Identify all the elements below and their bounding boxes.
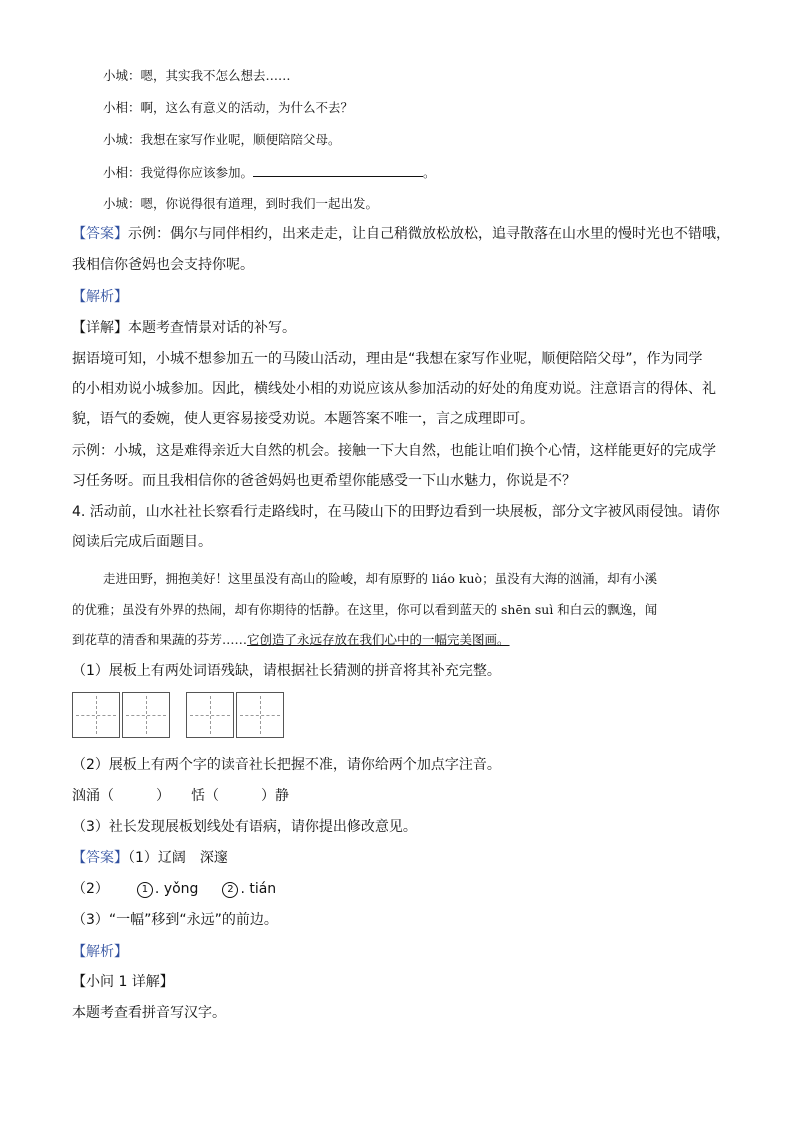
analysis-2-text: 本题考查看拼音写汉字。 [72, 1005, 226, 1021]
answer-2-line-2 [72, 879, 276, 899]
dialogue-line-3: 小城：我想在家写作业呢，顺便陪陪父母。 [103, 132, 341, 147]
grid-cell[interactable] [236, 692, 284, 738]
answer-2-line-3: （3）“一幅”移到“永远”的前边。 [72, 912, 278, 928]
grid-cell[interactable] [122, 692, 170, 738]
answer-blank [253, 162, 423, 177]
writing-grid-2 [186, 692, 284, 738]
analysis-2-sub: 【小问 1 详解】 [72, 974, 174, 990]
answer-2-part-1: （1）辽阔 深邃 [128, 850, 228, 866]
analysis-2-tag: 【解析】 [72, 944, 128, 960]
dialogue-line-4-end: 。 [423, 165, 436, 180]
answer-1-text-1: 示例：偶尔与同伴相约，出来走走，让自己稍微放松放松，追寻散落在山水里的慢时光也不错哦， [128, 226, 730, 242]
sub-question-1: （1）展板上有两处词语残缺，请根据社长猜测的拼音将其补充完整。 [72, 663, 501, 679]
analysis-paragraph-3: 貌，语气的委婉，使人更容易接受劝说。本题答案不唯一，言之成理即可。 [72, 411, 534, 427]
dialogue-line-4 [103, 162, 436, 183]
writing-grid-1 [72, 692, 170, 738]
analysis-tag: 【解析】 [72, 289, 128, 305]
passage-line-3-plain: 到花草的清香和果蔬的芬芳…… [72, 632, 248, 647]
analysis-example-1: 示例：小城，这是难得亲近大自然的机会。接触一下大自然，也能让咱们换个心情，这样能更好的完成学 [72, 443, 716, 459]
question-4-line-2: 阅读后完成后面题目。 [72, 534, 212, 550]
analysis-paragraph-1: 据语境可知，小城不想参加五一的马陵山活动，理由是“我想在家写作业呢，顺便陪陪父母”，作为同学 [72, 351, 703, 367]
pinyin-answer-2: . tián [240, 881, 277, 897]
circled-number-2: 2 [222, 882, 238, 898]
question-4-line-1: 4. 活动前，山水社社长察看行走路线时，在马陵山下的田野边看到一块展板，部分文字被风雨侵蚀。请你 [72, 504, 720, 520]
dialogue-line-2: 小相：啊，这么有意义的活动，为什么不去？ [103, 100, 354, 115]
dialogue-line-1: 小城：嗯，其实我不怎么想去…… [103, 68, 291, 83]
grid-cell[interactable] [186, 692, 234, 738]
passage-line-3 [72, 630, 510, 650]
grid-cell[interactable] [72, 692, 120, 738]
sub-question-2-blanks: 汹涌（ ） 恬（ ）静 [72, 788, 289, 804]
passage-line-2: 的优雅；虽没有外界的热闹，却有你期待的恬静。在这里，你可以看到蓝天的 shēn suì 和白云的飘逸，闻 [72, 602, 658, 617]
sub-question-2: （2）展板上有两个字的读音社长把握不准，请你给两个加点字注音。 [72, 757, 501, 773]
analysis-detail: 【详解】本题考查情景对话的补写。 [72, 320, 296, 336]
analysis-example-2: 习任务呀。而且我相信你的爸爸妈妈也更希望你能感受一下山水魅力，你说是不？ [72, 473, 576, 489]
dialogue-line-5: 小城：嗯，你说得很有道理，到时我们一起出发。 [103, 196, 379, 211]
answer-1-line-2: 我相信你爸妈也会支持你呢。 [72, 257, 254, 273]
sub-question-3: （3）社长发现展板划线处有语病，请你提出修改意见。 [72, 819, 417, 835]
analysis-paragraph-2: 的小相劝说小城参加。因此，横线处小相的劝说应该从参加活动的好处的角度劝说。注意语言的得体、礼 [72, 381, 716, 397]
dialogue-line-4-text: 小相：我觉得你应该参加。 [103, 165, 254, 180]
answer-2-line-1 [72, 848, 228, 868]
pinyin-answer-1: . yǒng [154, 881, 199, 897]
circled-number-1: 1 [137, 882, 153, 898]
passage-line-1: 走进田野，拥抱美好！这里虽没有高山的险峻，却有原野的 liáo kuò；虽没有大海的汹涌，却有小溪 [103, 571, 658, 586]
answer-2-prefix: （2） [72, 881, 109, 897]
answer-1-line-1 [72, 224, 730, 244]
answer-tag: 【答案】 [72, 226, 128, 242]
underlined-sentence: 它创造了永远存放在我们心中的一幅完美图画。 [247, 632, 510, 647]
answer-tag: 【答案】 [72, 850, 128, 866]
